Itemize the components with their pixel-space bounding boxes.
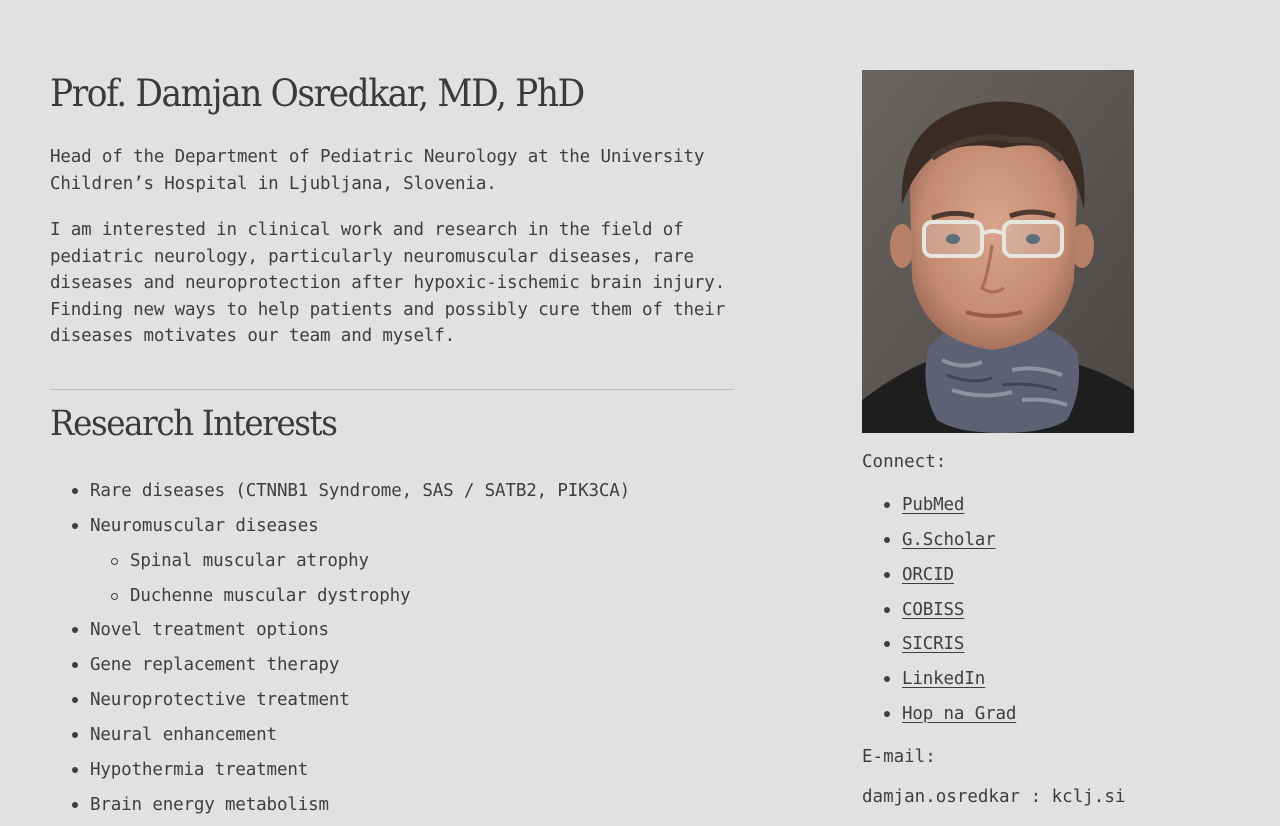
research-item: Neuroprotective treatment	[50, 687, 630, 722]
connect-item	[862, 492, 1016, 527]
research-subitem: Duchenne muscular dystrophy	[50, 583, 630, 618]
orcid-link[interactable]: ORCID	[902, 564, 954, 585]
google-scholar-link[interactable]: G.Scholar	[902, 529, 996, 550]
email-address: damjan.osredkar : kclj.si	[862, 787, 1126, 807]
email-label: E-mail:	[862, 747, 936, 767]
position-text: Head of the Department of Pediatric Neurology at the University Children’s Hospital in Ljubljana, Slovenia.	[50, 147, 705, 194]
connect-item	[862, 527, 1016, 562]
connect-item	[862, 631, 1016, 666]
research-item: Hypothermia treatment	[50, 757, 630, 792]
research-item: Neuromuscular diseases	[50, 513, 630, 548]
research-item: Brain energy metabolism	[50, 792, 630, 826]
research-item: Neural enhancement	[50, 722, 630, 757]
research-heading: Research Interests	[50, 404, 337, 444]
connect-item	[862, 666, 1016, 701]
profile-photo	[862, 70, 1134, 433]
pubmed-link[interactable]: PubMed	[902, 495, 965, 515]
page-title: Prof. Damjan Osredkar, MD, PhD	[50, 72, 584, 115]
connect-label: Connect:	[862, 452, 947, 472]
research-item: Novel treatment options	[50, 617, 630, 652]
research-item: Gene replacement therapy	[50, 652, 630, 687]
sicris-link[interactable]: SICRIS	[902, 634, 965, 655]
hop-na-grad-link[interactable]: Hop na Grad	[902, 704, 1017, 725]
cobiss-link[interactable]: COBISS	[902, 599, 965, 620]
bio-text: I am interested in clinical work and research in the field of pediatric neurology, particularly neuromuscular diseases, rare diseases and neuroprotection after hypoxic-ischemic brain injury. Finding new ways to help patients and possibly cure them of their diseases motivates our team and myself.	[50, 220, 726, 347]
research-subitem: Spinal muscular atrophy	[50, 548, 630, 583]
connect-item	[862, 597, 1016, 632]
research-list	[50, 478, 630, 826]
portrait-image	[862, 70, 1134, 433]
research-item: Rare diseases (CTNNB1 Syndrome, SAS / SATB2, PIK3CA)	[50, 478, 630, 513]
connect-links	[862, 492, 1016, 736]
linkedin-link[interactable]: LinkedIn	[902, 669, 986, 690]
section-divider	[50, 389, 734, 390]
connect-item	[862, 701, 1016, 736]
connect-item	[862, 562, 1016, 597]
